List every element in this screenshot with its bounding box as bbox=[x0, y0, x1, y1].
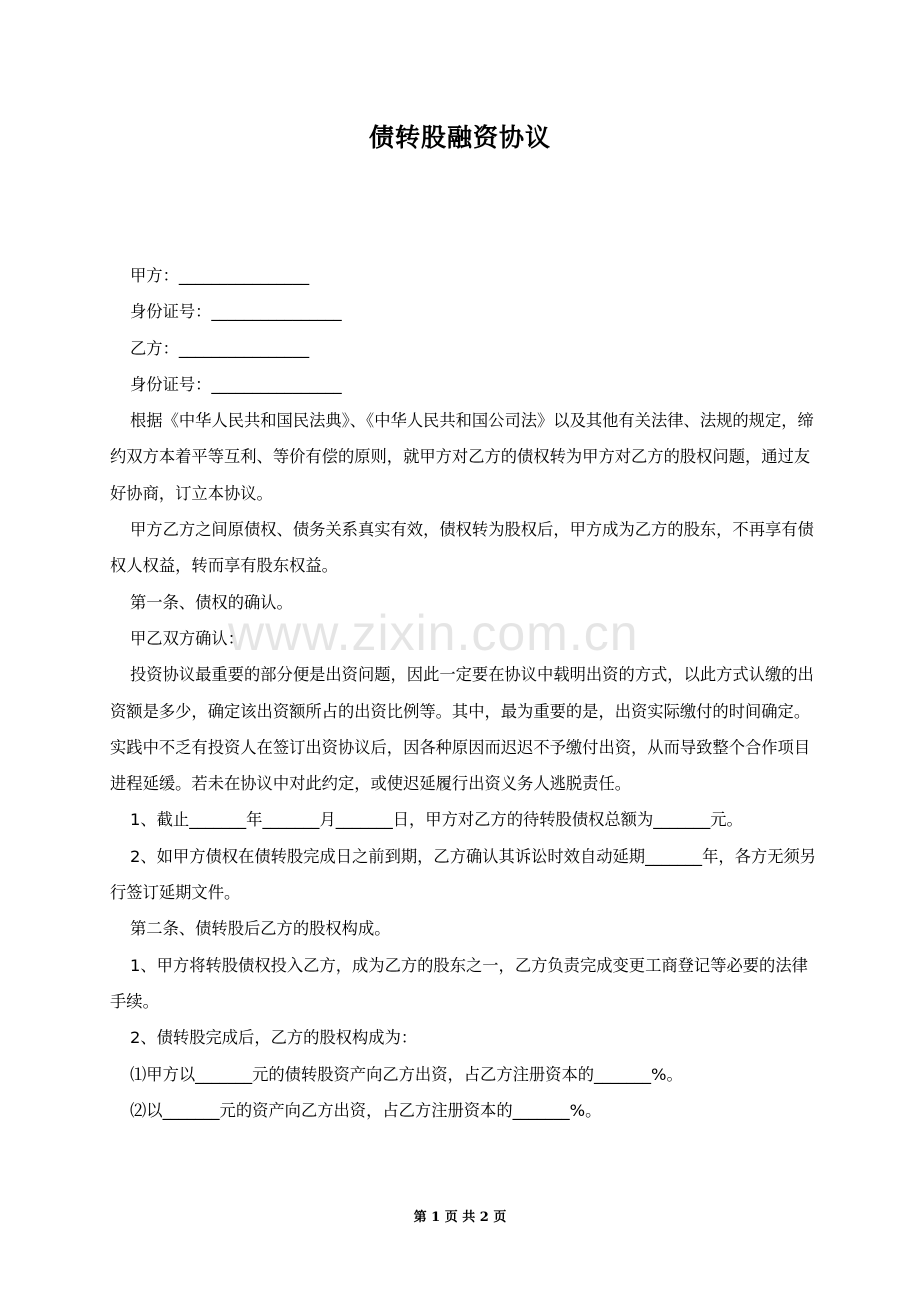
clause-2-2-item-2: ⑵以_______元的资产向乙方出资，占乙方注册资本的_______%。 bbox=[130, 1100, 602, 1120]
party-b-id-line: 身份证号：________________ bbox=[130, 374, 342, 394]
clause-2-2: 2、债转股完成后，乙方的股权构成为： bbox=[130, 1028, 418, 1048]
party-b-line: 乙方：________________ bbox=[130, 338, 310, 358]
preamble-paragraph: 根据《中华人民共和国民法典》、《中华人民共和国公司法》以及其他有关法律、法规的规定，缔约双方本着平等互利、等价有偿的原则，就甲方对乙方的债权转为甲方对乙方的股权问题，通过友好协商，订立本协议。 bbox=[110, 411, 814, 503]
party-a-line: 甲方：________________ bbox=[130, 266, 310, 285]
clause-1-1: 1、截止_______年_______月_______日，甲方对乙方的待转股债权总额为_______元。 bbox=[130, 810, 743, 830]
document-title: 债转股融资协议 bbox=[368, 123, 551, 152]
clause-2-1: 1、甲方将转股债权投入乙方，成为乙方的股东之一，乙方负责完成变更工商登记等必要的法律手续。 bbox=[110, 955, 808, 1011]
article-1-heading: 第一条、债权的确认。 bbox=[130, 592, 293, 612]
party-a-id-line: 身份证号：________________ bbox=[130, 302, 342, 322]
document-body bbox=[110, 258, 822, 1129]
clause-2-2-item-1: ⑴甲方以_______元的债转股资产向乙方出资，占乙方注册资本的_______%。 bbox=[130, 1064, 683, 1084]
relationship-paragraph: 甲方乙方之间原债权、债务关系真实有效，债权转为股权后，甲方成为乙方的股东，不再享有债权人权益，转而享有股东权益。 bbox=[110, 520, 814, 576]
page-footer: 第 1 页 共 2 页 bbox=[413, 1210, 507, 1225]
confirmation-line: 甲乙双方确认： bbox=[130, 628, 244, 648]
article-2-heading: 第二条、债转股后乙方的股权构成。 bbox=[130, 919, 391, 939]
investment-paragraph: 投资协议最重要的部分便是出资问题，因此一定要在协议中载明出资的方式，以此方式认缴的出资额是多少，确定该出资额所占的出资比例等。其中，最为重要的是，出资实际缴付的时间确定。实践中不乏有投资人在签订出资协议后，因各种原因而迟迟不予缴付出资，从而导致整个合作项目进程延缓。若未在协议中对此约定，或使迟延履行出资义务人逃脱责任。 bbox=[110, 665, 814, 794]
watermark: www.zixin.com.cn bbox=[228, 605, 639, 661]
clause-1-2: 2、如甲方债权在债转股完成日之前到期，乙方确认其诉讼时效自动延期_______年，各方无须另行签订延期文件。 bbox=[110, 846, 817, 903]
